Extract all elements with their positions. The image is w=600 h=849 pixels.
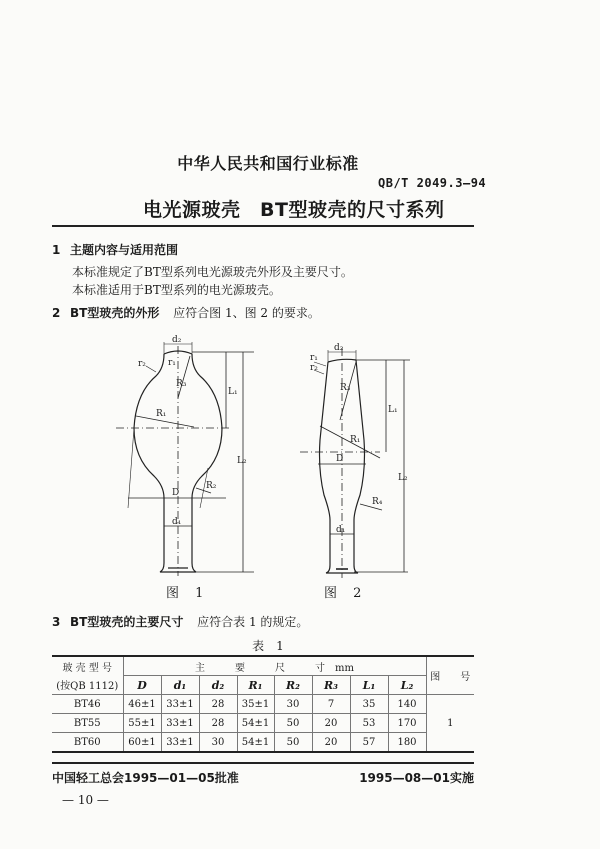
standard-code: QB/T 2049.3—94: [378, 176, 487, 190]
label-d1: d₁: [336, 525, 346, 535]
label-R3: R₃: [176, 379, 187, 389]
label-R2: R₂: [206, 481, 217, 491]
document-title: 电光源玻壳 BT型玻壳的尺寸系列: [143, 199, 445, 221]
section-number: 3: [52, 615, 61, 629]
label-D: D: [336, 454, 344, 464]
cell-model: BT46: [52, 695, 123, 714]
section-number: 1: [52, 243, 61, 257]
dimension-table: [52, 655, 474, 753]
col-R1: R₁: [237, 676, 274, 695]
label-L1: L₁: [228, 387, 238, 397]
header-main-dimensions: 主 要 尺 寸 mm: [123, 656, 426, 676]
header-figure-number: 图 号: [426, 656, 474, 695]
cell-R1: 54±1: [237, 714, 274, 733]
header-model-line1: 玻 壳 型 号: [52, 656, 123, 676]
section-title: 主题内容与适用范围: [70, 243, 179, 257]
label-R4: R₄: [372, 497, 383, 507]
section-text: 应符合图 1、图 2 的要求。: [173, 306, 320, 320]
cell-D: 46±1: [123, 695, 161, 714]
cell-R2: 50: [274, 733, 312, 753]
cell-R3: 20: [312, 733, 350, 753]
cell-R1: 35±1: [237, 695, 274, 714]
cell-R2: 30: [274, 695, 312, 714]
footer-rule: [52, 762, 474, 764]
label-L2: L₂: [237, 456, 247, 466]
section-2: [52, 304, 320, 321]
label-d2: d₂: [172, 335, 182, 345]
cell-L1: 53: [350, 714, 388, 733]
cell-model: BT60: [52, 733, 123, 753]
col-L2: L₂: [388, 676, 426, 695]
cell-R3: 20: [312, 714, 350, 733]
cell-D: 55±1: [123, 714, 161, 733]
figure-1-drawing: [116, 335, 247, 578]
label-L1: L₁: [388, 405, 398, 415]
cell-D: 60±1: [123, 733, 161, 753]
figure-1-caption: 图 1: [166, 586, 210, 601]
implementation-date: 1995—08—01实施: [359, 771, 474, 785]
figure-2-drawing: [300, 340, 410, 580]
cell-d1: 33±1: [161, 733, 199, 753]
cell-L2: 180: [388, 733, 426, 753]
table-caption: 表 1: [252, 639, 284, 653]
cell-d1: 33±1: [161, 695, 199, 714]
cell-R3: 7: [312, 695, 350, 714]
label-r2: r₂: [138, 359, 146, 369]
section-1-line-1: 本标准规定了BT型系列电光源玻壳外形及主要尺寸。: [72, 265, 353, 279]
cell-R2: 50: [274, 714, 312, 733]
section-3: [52, 613, 308, 630]
approval-date: 中国轻工总会1995—01—05批准: [52, 771, 239, 785]
col-L1: L₁: [350, 676, 388, 695]
label-r1: r₁: [168, 358, 176, 368]
col-D: D: [123, 676, 161, 695]
label-r2: r₂: [310, 363, 318, 373]
table-row: [52, 714, 474, 733]
col-R2: R₂: [274, 676, 312, 695]
label-R1: R₁: [350, 435, 361, 445]
cell-L2: 170: [388, 714, 426, 733]
col-R3: R₃: [312, 676, 350, 695]
cell-R1: 54±1: [237, 733, 274, 753]
label-D: D: [172, 488, 180, 498]
title-rule: [52, 225, 474, 227]
label-L2: L₂: [398, 473, 408, 483]
table-row: [52, 733, 474, 753]
label-r1: r₁: [310, 353, 318, 363]
cell-d2: 28: [199, 695, 237, 714]
cell-figure-number: 1: [426, 695, 474, 753]
col-d2: d₂: [199, 676, 237, 695]
cell-model: BT55: [52, 714, 123, 733]
col-d1: d₁: [161, 676, 199, 695]
table-row: [52, 695, 474, 714]
cell-L1: 35: [350, 695, 388, 714]
figure-2-caption: 图 2: [324, 586, 368, 601]
cell-L1: 57: [350, 733, 388, 753]
header-model-line2: (按QB 1112): [52, 676, 123, 695]
cell-d2: 30: [199, 733, 237, 753]
cell-d2: 28: [199, 714, 237, 733]
page-number: — 10 —: [62, 793, 109, 807]
label-d1: d₁: [172, 517, 182, 527]
label-R1: R₁: [156, 409, 167, 419]
section-1-line-2: 本标准适用于BT型系列的电光源玻壳。: [72, 283, 281, 297]
label-R3: R₃: [340, 383, 351, 393]
section-text: 应符合表 1 的规定。: [197, 615, 309, 629]
section-title: BT型玻壳的外形: [70, 306, 160, 320]
section-number: 2: [52, 306, 61, 320]
section-title: BT型玻壳的主要尺寸: [70, 615, 184, 629]
cell-L2: 140: [388, 695, 426, 714]
label-d2: d₂: [334, 343, 344, 353]
cell-d1: 33±1: [161, 714, 199, 733]
national-standard-header: 中华人民共和国行业标准: [177, 154, 359, 173]
section-1-heading: [52, 241, 178, 258]
